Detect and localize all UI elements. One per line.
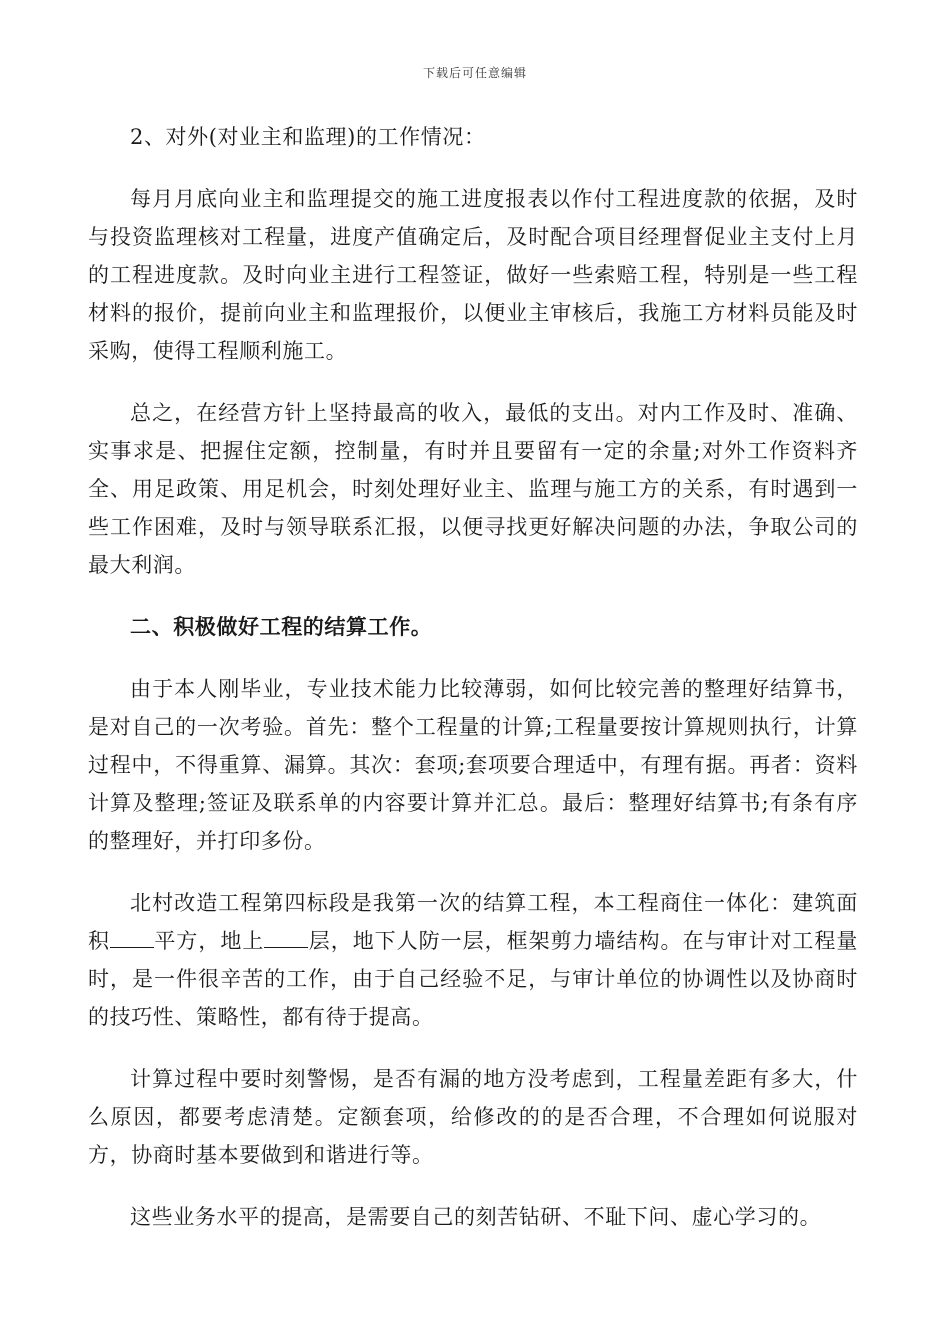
paragraph-progress-reports: 每月月底向业主和监理提交的施工进度报表以作付工程进度款的依据，及时与投资监理核对工程量，进度产值确定后，及时配合项目经理督促业主支付上月的工程进度款。及时向业主进行工程签证，做好一些索赔工程，特别是一些工程材料的报价，提前向业主和监理报价，以便业主审核后，我施工方材料员能及时采购，使得工程顺利施工。 bbox=[88, 187, 858, 363]
paragraph-segment: 北村改造工程第四标段是我第一次的结算工程，本工程商住一体化：建筑面积 bbox=[88, 891, 858, 953]
paragraph-conclusion: 这些业务水平的提高，是需要自己的刻苦钻研、不耻下问、虚心学习的。 bbox=[130, 1205, 822, 1229]
paragraph-segment: 平方，地上 bbox=[154, 929, 265, 953]
paragraph-beicun-project bbox=[88, 884, 858, 1036]
paragraph-calculation-vigilance: 计算过程中要时刻警惕，是否有漏的地方没考虑到，工程量差距有多大，什么原因，都要考虑清楚。定额套项，给修改的的是否合理，不合理如何说服对方，协商时基本要做到和谐进行等。 bbox=[88, 1067, 858, 1167]
paragraph-segment: 层，地下人防一层，框架剪力墙结构。在与审计对工程量时，是一件很辛苦的工作，由于自己经验不足，与审计单位的协调性以及协商时的技巧性、策略性，都有待于提高。 bbox=[88, 929, 859, 1029]
blank-floors-field bbox=[264, 923, 308, 948]
page-header: 下载后可任意编辑 bbox=[422, 66, 527, 80]
paragraph-summary: 总之，在经营方针上坚持最高的收入，最低的支出。对内工作及时、准确、实事求是、把握住定额，控制量，有时并且要留有一定的余量;对外工作资料齐全、用足政策、用足机会，时刻处理好业主、监理与施工方的关系，有时遇到一些工作困难，及时与领导联系汇报，以便寻找更好解决问题的办法，争取公司的最大利润。 bbox=[88, 401, 858, 577]
paragraph-external-work-heading: 2、对外(对业主和监理)的工作情况： bbox=[130, 125, 486, 149]
blank-area-field bbox=[110, 923, 154, 948]
document-body bbox=[88, 118, 858, 1260]
paragraph-settlement-process: 由于本人刚毕业，专业技术能力比较薄弱，如何比较完善的整理好结算书，是对自己的一次考验。首先：整个工程量的计算;工程量要按计算规则执行，计算过程中，不得重算、漏算。其次：套项;套项要合理适中，有理有据。再者：资料计算及整理;签证及联系单的内容要计算并汇总。最后：整理好结算书;有条有序的整理好，并打印多份。 bbox=[88, 677, 858, 853]
section-heading-settlement: 二、积极做好工程的结算工作。 bbox=[130, 614, 433, 639]
